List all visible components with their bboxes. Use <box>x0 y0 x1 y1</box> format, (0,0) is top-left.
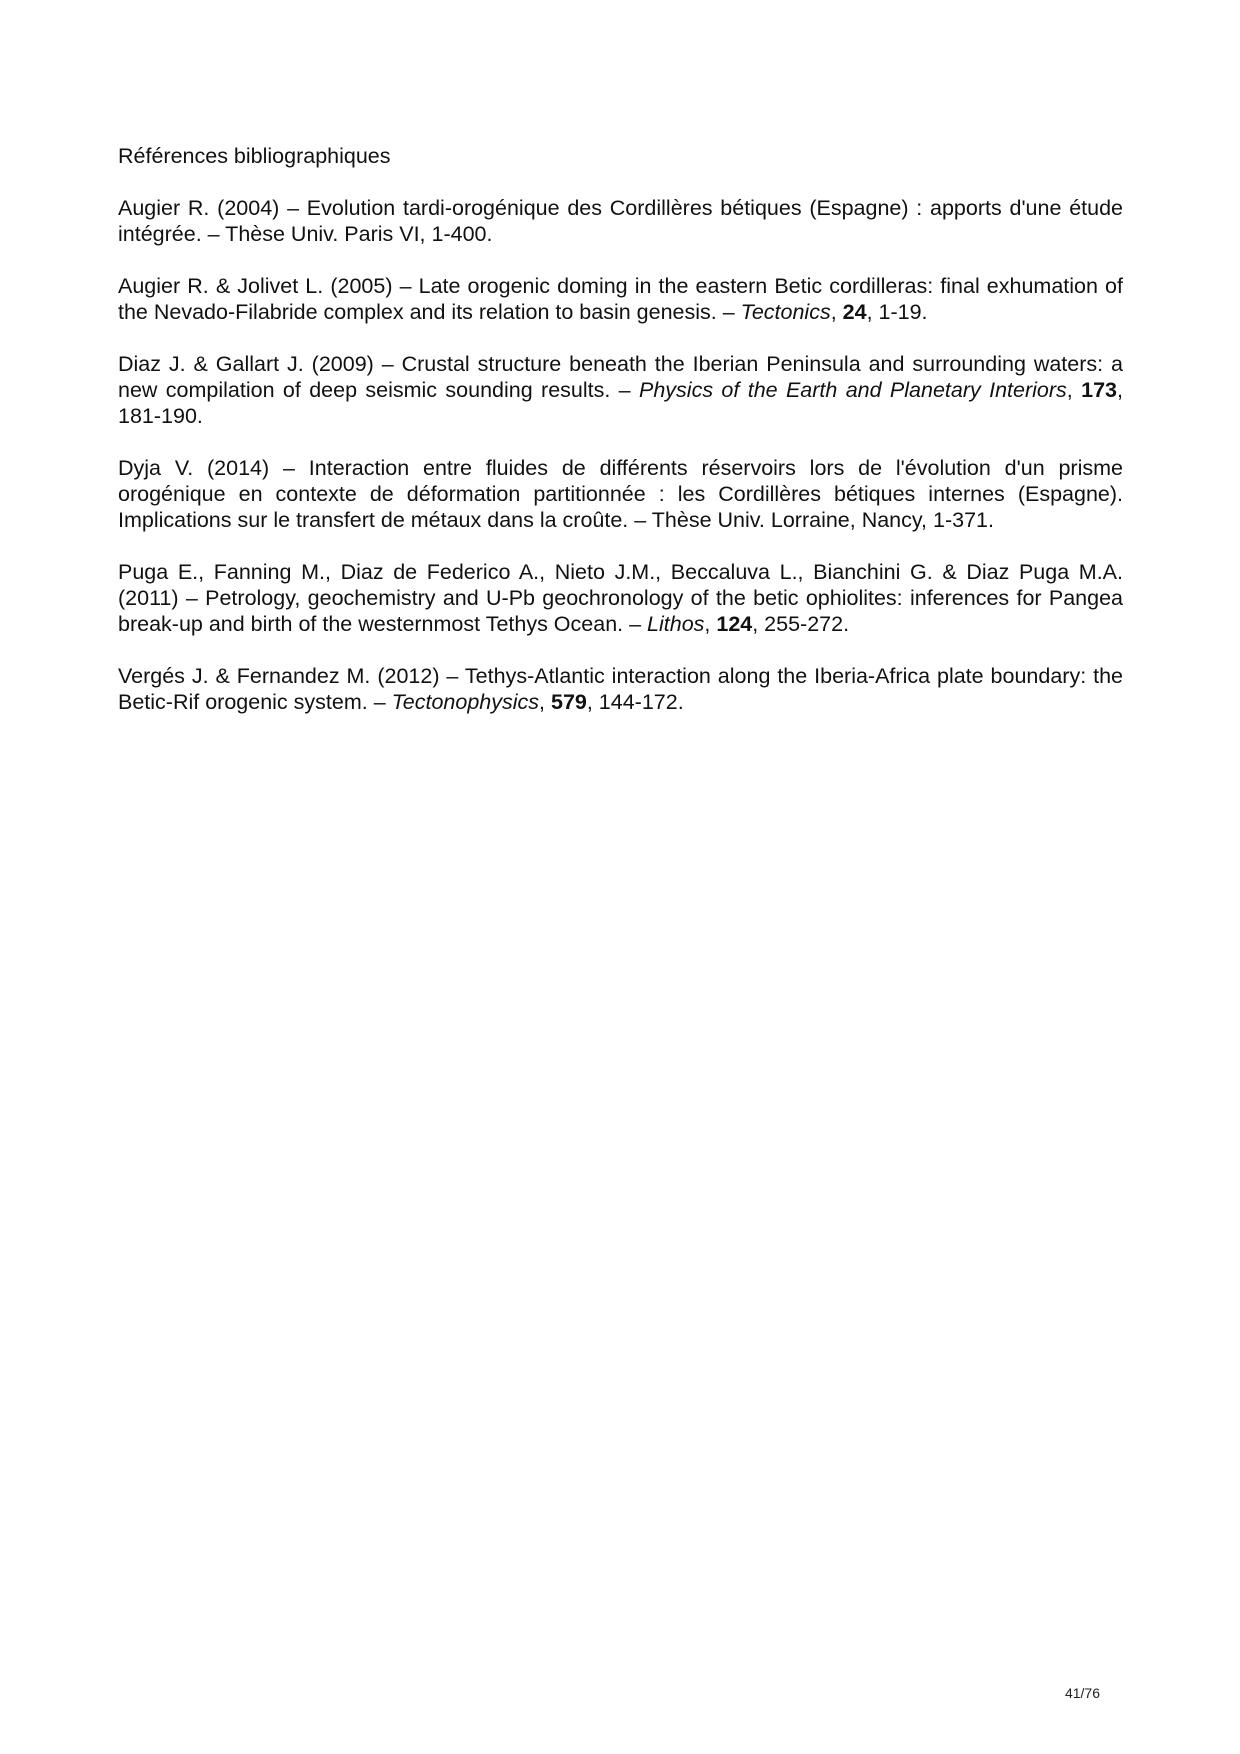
page-number: 41/76 <box>1064 1685 1100 1701</box>
journal-volume: 124 <box>716 612 753 636</box>
reference-entry-5 <box>118 559 1123 637</box>
reference-entry-3 <box>118 351 1123 429</box>
reference-separator: , <box>830 300 843 324</box>
journal-volume: 579 <box>550 690 587 714</box>
reference-text: Vergés J. & Fernandez M. (2012) – Tethys-Atlantic interaction along the Iberia-Africa plate boundary: the Betic-Rif orogenic system. – <box>118 664 1123 714</box>
reference-separator: , <box>704 612 717 636</box>
reference-text: Puga E., Fanning M., Diaz de Federico A., Nieto J.M., Beccaluva L., Bianchini G. & Diaz Puga M.A. (2011) – Petrology, geochemistry and U-Pb geochronology of the betic ophiolites: inferences for Pangea break-up and birth of the westernmost Tethys Ocean. – <box>118 560 1123 636</box>
journal-pages: , 255-272. <box>752 612 850 636</box>
reference-text: Augier R. (2004) – Evolution tardi-orogénique des Cordillères bétiques (Espagne) : apports d'une étude intégrée. – Thèse Univ. Paris VI, 1-400. <box>118 196 1123 246</box>
journal-name: Tectonics <box>740 300 831 324</box>
journal-name: Tectonophysics <box>391 690 540 714</box>
reference-entry-2 <box>118 273 1123 325</box>
reference-separator: , <box>539 690 551 714</box>
reference-entry-6 <box>118 663 1123 715</box>
journal-pages: , 181-190. <box>118 378 1123 428</box>
section-heading: Références bibliographiques <box>118 144 391 168</box>
reference-text: Diaz J. & Gallart J. (2009) – Crustal structure beneath the Iberian Peninsula and surrounding waters: a new compilation of deep seismic sounding results. – <box>118 352 1123 402</box>
reference-text: Dyja V. (2014) – Interaction entre fluides de différents réservoirs lors de l'évolution d'un prisme orogénique en contexte de déformation partitionnée : les Cordillères bétiques internes (Espagne). Implications sur le transfert de métaux dans la croûte. – Thèse Univ. Lorraine, Nancy, 1-371. <box>118 456 1123 532</box>
journal-volume: 173 <box>1081 378 1118 402</box>
reference-list <box>118 143 1123 741</box>
journal-pages: , 1-19. <box>866 300 928 324</box>
reference-separator: , <box>1066 378 1082 402</box>
reference-entry-1 <box>118 195 1123 247</box>
journal-pages: , 144-172. <box>586 690 684 714</box>
journal-name: Physics of the Earth and Planetary Interiors <box>639 378 1067 402</box>
journal-volume: 24 <box>842 300 867 324</box>
journal-name: Lithos <box>647 612 705 636</box>
reference-text: Augier R. & Jolivet L. (2005) – Late orogenic doming in the eastern Betic cordilleras: final exhumation of the Nevado-Filabride complex and its relation to basin genesis. – <box>118 274 1123 324</box>
reference-entry-4 <box>118 455 1123 533</box>
